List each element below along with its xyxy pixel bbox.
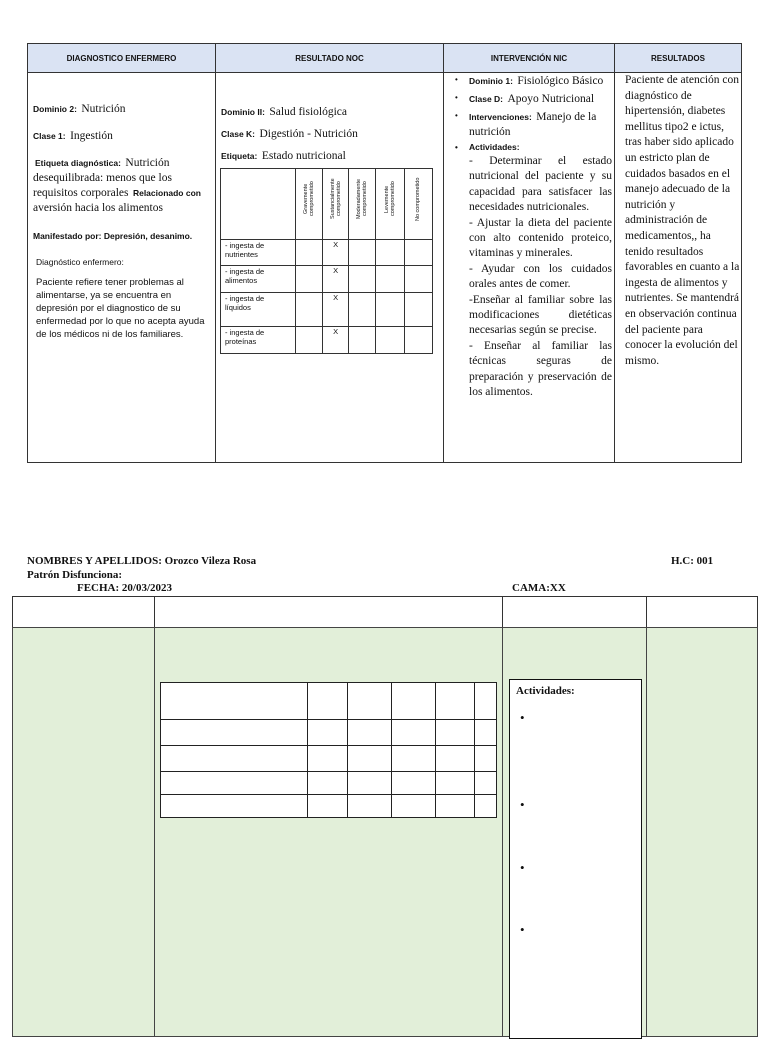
- nic-dominio: • Dominio 1: Fisiológico Básico: [469, 73, 612, 88]
- header-resultados: RESULTADOS: [614, 43, 742, 73]
- patient-hc: H.C: 001: [671, 555, 714, 567]
- header-diagnostico: DIAGNOSTICO ENFERMERO: [27, 43, 216, 73]
- patient-name: NOMBRES Y APELLIDOS: Orozco Vileza Rosa: [27, 555, 257, 567]
- patient-patron: Patrón Disfunciona:: [27, 569, 123, 581]
- noc-scale-5: No comprometido: [404, 169, 432, 240]
- form-header-col2: [154, 596, 503, 628]
- noc-clase: Clase K: Digestión - Nutrición: [221, 128, 358, 140]
- noc-row-label: - ingesta de proteínas: [221, 327, 296, 354]
- nic-actividad: - Determinar el estado nutricional del paciente y su capacidad para satisfacer las necesidades nutricionales.: [469, 155, 612, 214]
- cell-resultados: [614, 72, 742, 463]
- diag-dominio: Dominio 2: Nutrición: [33, 103, 126, 115]
- noc-mark: X: [322, 266, 348, 293]
- noc-scale-table: [220, 168, 433, 354]
- patient-cama: CAMA:XX: [512, 582, 566, 594]
- noc-scale-4: Levemente comprometido: [375, 169, 404, 240]
- noc-row-label: - ingesta de alimentos: [221, 266, 296, 293]
- noc-etiqueta: Etiqueta: Estado nutricional: [221, 150, 346, 162]
- nic-intervenciones: • Intervenciones: Manejo de la nutrición: [469, 109, 612, 139]
- nic-actividad: - Enseñar al familiar las técnicas seguras de preparación y preservación de los alimentos.: [469, 339, 612, 399]
- diag-enfermero-label: Diagnóstico enfermero:: [36, 257, 124, 267]
- nic-actividades: [469, 154, 612, 401]
- nic-clase: • Clase D: Apoyo Nutricional: [469, 91, 612, 106]
- diag-clase: Clase 1: Ingestión: [33, 130, 113, 142]
- form-body-col4: [646, 627, 758, 1037]
- header-noc: RESULTADO NOC: [215, 43, 444, 73]
- cell-nic: [443, 72, 615, 463]
- nic-actividad: - Ayudar con los cuidados orales antes de comer.: [469, 262, 612, 291]
- noc-mark: X: [322, 240, 348, 266]
- noc-scale-3: Moderadamente comprometido: [349, 169, 375, 240]
- actividades-bullet: •: [520, 710, 525, 725]
- noc-scale-1: Gravemente comprometido: [296, 169, 322, 240]
- noc-row: [221, 293, 433, 327]
- noc-row-label: - ingesta de nutrientes: [221, 240, 296, 266]
- noc-row: [221, 327, 433, 354]
- diag-etiqueta: Etiqueta diagnóstica: Nutrición desequilibrada: menos que los requisitos corporales Relacionado con aversión hacia los alimentos: [33, 157, 201, 214]
- nic-actividad: - Ajustar la dieta del paciente con alto contenido proteico, vitaminas y minerales.: [469, 216, 612, 260]
- resultados-text: Paciente de atención con diagnóstico de hipertensión, diabetes mellitus tipo2 e ictus, tras haber sido aplicado un estricto plan de cuidados basados en el manejo adecuado de la nutrición y administración de medicamentos,, ha tenido resultados favorables en cuanto a la ingesta de alimentos y nutrientes. Se mantendrá en observación continua del paciente para conocer la evolución del mismo.: [625, 74, 740, 367]
- diag-manifestado: Manifestado por: Depresión, desanimo.: [33, 231, 193, 241]
- noc-mark: X: [322, 327, 348, 354]
- form-header-col3: [502, 596, 647, 628]
- form-body-col1: [12, 627, 155, 1037]
- noc-scale-corner: [221, 169, 296, 240]
- patient-fecha: FECHA: 20/03/2023: [77, 582, 173, 594]
- noc-row-label: - ingesta de líquidos: [221, 293, 296, 327]
- nic-actividades-label: • Actividades:: [469, 141, 612, 154]
- noc-scale-2: Sustancialmente comprometido: [322, 169, 348, 240]
- cell-diagnostico: [27, 72, 216, 463]
- form-header-col4: [646, 596, 758, 628]
- noc-mark: X: [322, 293, 348, 327]
- noc-row: [221, 240, 433, 266]
- noc-dominio: Dominio II: Salud fisiológica: [221, 106, 347, 118]
- header-nic: INTERVENCIÓN NIC: [443, 43, 615, 73]
- nic-actividad: -Enseñar al familiar sobre las modificaciones dietéticas necesarias según se precise.: [469, 293, 612, 337]
- actividades-bullet: •: [520, 860, 525, 875]
- diag-enfermero-text: Paciente refiere tener problemas al alimentarse, ya se encuentra en depresión por el diagnostico de su enfermedad por lo que no acepta ayuda de los médicos ni de los familiares.: [36, 277, 205, 340]
- actividades-bullet: •: [520, 797, 525, 812]
- actividades-box: [509, 679, 642, 1039]
- form-header-col1: [12, 596, 155, 628]
- empty-noc-table: [160, 682, 497, 818]
- actividades-bullet: •: [520, 922, 525, 937]
- noc-row: [221, 266, 433, 293]
- actividades-label: Actividades:: [516, 685, 575, 697]
